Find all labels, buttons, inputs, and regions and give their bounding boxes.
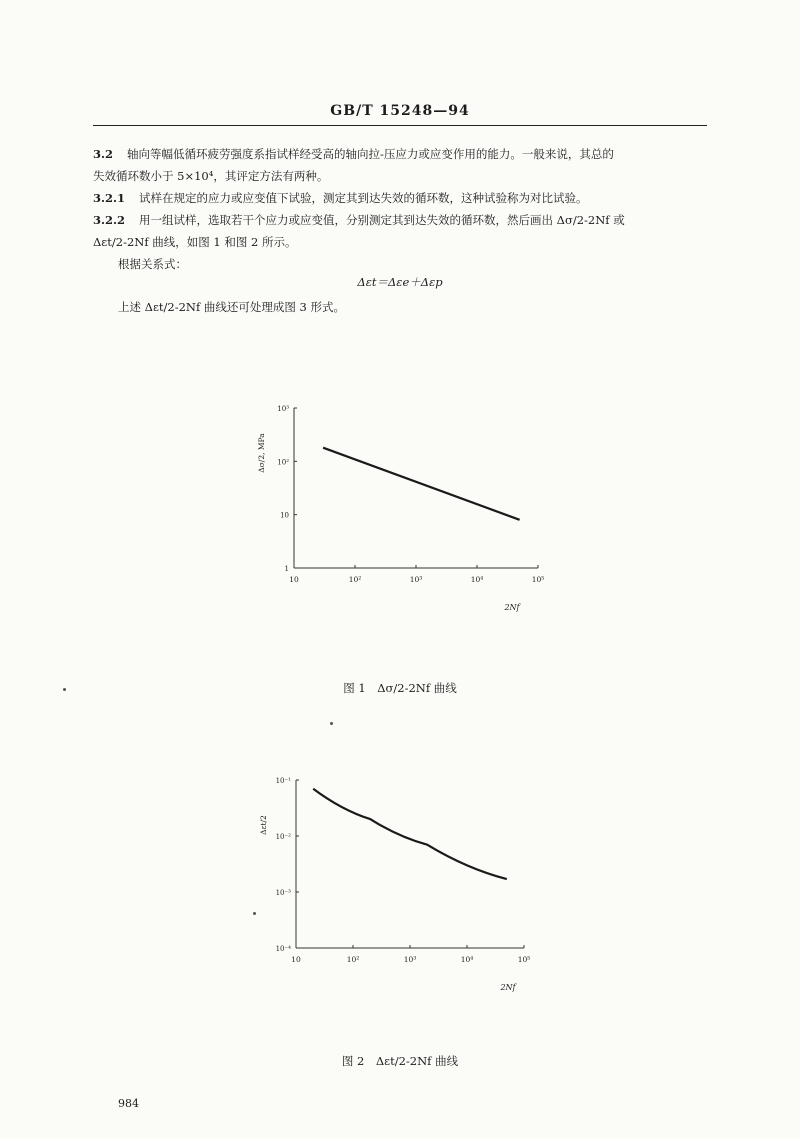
series-line (313, 789, 507, 879)
x-tick-label: 10 (291, 955, 301, 964)
section-3-2-line-1 (93, 143, 614, 165)
y-tick-label: 10⁻⁴ (275, 945, 291, 953)
figure-2-chart (230, 760, 570, 1000)
scan-speck (63, 688, 66, 691)
section-number: 3.2.2 (93, 213, 126, 227)
page-number: 984 (118, 1097, 139, 1110)
y-tick-label: 1 (284, 565, 289, 573)
scan-speck (330, 722, 333, 725)
y-tick-label: 10⁻² (275, 833, 291, 841)
x-tick-label: 10⁵ (531, 575, 545, 584)
y-tick-label: 10⁻³ (275, 889, 291, 897)
x-tick-label: 10 (289, 575, 299, 584)
figure-2-svg (230, 760, 570, 1000)
x-tick-label: 10² (348, 575, 362, 584)
y-tick-label: 10⁻¹ (275, 777, 291, 785)
y-tick-label: 10³ (277, 405, 289, 413)
after-formula-text: 上述 Δεt/2-2Nf 曲线还可处理成图 3 形式。 (118, 300, 346, 314)
section-text: 轴向等幅低循环疲劳强度系指试样经受高的轴向拉-压应力或应变作用的能力。一般来说，其总的 (127, 147, 614, 161)
x-tick-label: 10⁴ (470, 575, 484, 584)
header-rule (93, 125, 707, 126)
section-3-2-2-line-1 (93, 209, 625, 231)
section-3-2-1 (93, 187, 588, 209)
figure-1-svg (230, 390, 570, 630)
y-tick-label: 10 (280, 511, 289, 520)
x-axis-label: 2Nf (504, 603, 520, 612)
section-number: 3.2.1 (93, 191, 126, 205)
x-tick-label: 10³ (409, 575, 423, 584)
section-number: 3.2 (93, 147, 114, 161)
page-header-title: GB/T 15248—94 (330, 103, 470, 119)
x-tick-label: 10² (346, 955, 360, 964)
x-axis-label: 2Nf (500, 983, 516, 992)
figure-1-caption: 图 1 Δσ/2-2Nf 曲线 (343, 681, 457, 695)
x-tick-label: 10³ (403, 955, 417, 964)
x-tick-label: 10⁴ (460, 955, 474, 964)
figure-2-caption: 图 2 Δεt/2-2Nf 曲线 (341, 1054, 459, 1068)
relation-label: 根据关系式： (118, 257, 187, 271)
section-3-2-line-2: 失效循环数小于 5×10⁴，其评定方法有两种。 (93, 169, 329, 183)
series-line (323, 448, 519, 520)
figure-1-chart (230, 390, 570, 630)
y-axis-label: Δσ/2, MPa (257, 433, 266, 473)
section-text: 用一组试样，选取若干个应力或应变值，分别测定其到达失效的循环数，然后画出 Δσ/2-2Nf 或 (139, 213, 625, 227)
section-3-2-2-line-2: Δεt/2-2Nf 曲线，如图 1 和图 2 所示。 (93, 235, 297, 249)
y-axis-label: Δεt/2 (259, 815, 268, 835)
formula: Δεt＝Δεe＋Δεp (357, 275, 443, 289)
section-text: 试样在规定的应力或应变值下试验，测定其到达失效的循环数，这种试验称为对比试验。 (139, 191, 588, 205)
x-tick-label: 10⁵ (517, 955, 531, 964)
y-tick-label: 10² (277, 458, 289, 467)
